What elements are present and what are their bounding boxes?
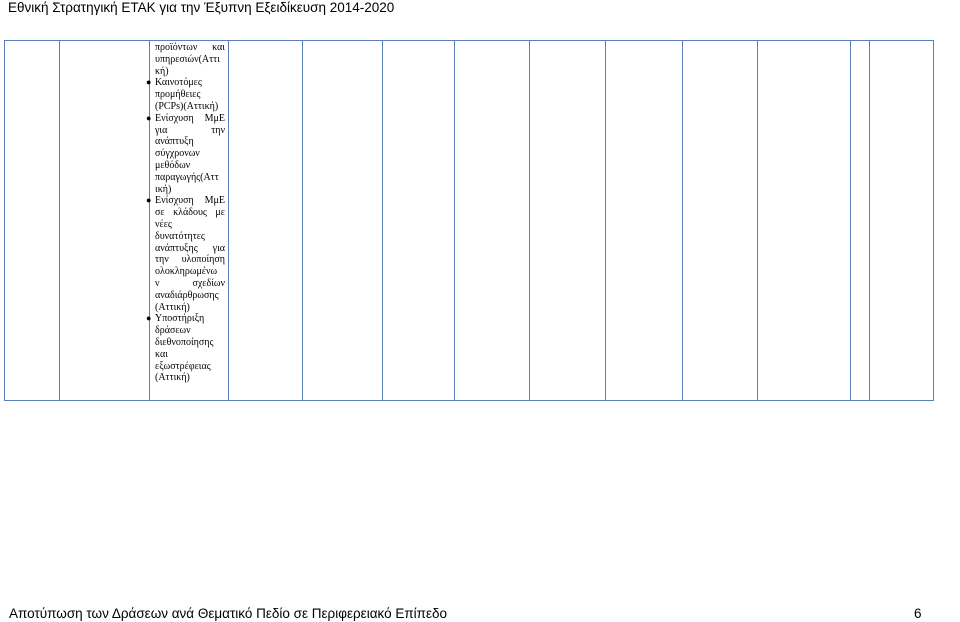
cell-text-line <box>155 101 225 113</box>
cell-line-text: προμήθειες <box>155 89 201 101</box>
cell-text-line <box>155 361 225 373</box>
cell-text-line <box>155 219 225 231</box>
table-cell <box>229 41 303 401</box>
cell-line-text: ολοκληρωμένω <box>155 266 218 278</box>
table-cell <box>5 41 60 401</box>
cell-line-text: κή) <box>155 65 169 77</box>
cell-line-text: σύγχρονων <box>155 148 200 160</box>
cell-text-line <box>155 302 225 314</box>
table-cell <box>303 41 383 401</box>
cell-line-text: υπηρεσιών(Αττι <box>155 53 220 65</box>
cell-line-text: προϊόντων και <box>155 42 225 53</box>
table-cell <box>683 41 758 401</box>
cell-text-line <box>155 243 225 255</box>
page-header-title: Εθνική Στρατηγική ΕΤΑΚ για την Έξυπνη Εξειδίκευση 2014-2020 <box>8 0 395 15</box>
cell-line-text: ανάπτυξη <box>155 136 194 148</box>
cell-text-line <box>155 125 225 137</box>
cell-text-line <box>155 148 225 160</box>
cell-text-line <box>155 89 225 101</box>
cell-text-line <box>155 66 225 78</box>
bullet-list-item-line <box>146 112 225 125</box>
page-number: 6 <box>914 606 922 621</box>
cell-text-line <box>155 325 225 337</box>
table-cell <box>146 41 229 401</box>
cell-text-line <box>155 254 225 266</box>
cell-line-text: και <box>155 348 168 360</box>
table-cell <box>758 41 851 401</box>
cell-text-line <box>155 349 225 361</box>
cell-text-line <box>155 372 225 384</box>
cell-line-text: παραγωγής(Αττ <box>155 171 219 183</box>
cell-line-text: (PCPs)(Αττική) <box>155 100 219 112</box>
cell-line-text: Υποστήριξη <box>155 313 205 325</box>
cell-line-text: αναδιάρθρωσης <box>155 289 219 301</box>
cell-line-text: Καινοτόμες <box>155 77 202 89</box>
bullet-icon: ● <box>146 313 152 324</box>
bullet-list-item-line <box>146 313 225 325</box>
cell-line-text: την υλοποίηση <box>155 254 225 266</box>
cell-text-line <box>155 266 225 278</box>
cell-text-line <box>155 54 225 66</box>
page-footer-text: Αποτύπωση των Δράσεων ανά Θεματικό Πεδίο σε Περιφερειακό Επίπεδο <box>9 606 448 621</box>
table-cell <box>870 41 934 401</box>
cell-line-text: διεθνοποίησης <box>155 336 214 348</box>
table-cell <box>530 41 606 401</box>
bullet-list-item-line <box>146 77 225 89</box>
cell-line-text: (Αττική) <box>155 372 190 384</box>
table-cell <box>606 41 683 401</box>
table-cell <box>60 41 150 401</box>
cell-line-text: για την <box>155 124 225 136</box>
actions-table <box>4 40 934 401</box>
cell-text-line <box>155 172 225 184</box>
cell-line-text: Ενίσχυση ΜμΕ <box>155 112 225 124</box>
cell-line-text: νέες <box>155 218 172 230</box>
cell-text-line <box>155 184 225 196</box>
cell-line-text: δράσεων <box>155 325 191 337</box>
cell-line-text: Ενίσχυση ΜμΕ <box>155 195 225 207</box>
cell-text-line <box>155 231 225 243</box>
cell-line-text: εξωστρέφειας <box>155 360 211 372</box>
cell-text-line <box>155 337 225 349</box>
bullet-icon: ● <box>146 77 152 88</box>
cell-text-block <box>146 42 225 384</box>
cell-line-text: σε κλάδους με <box>155 207 225 219</box>
cell-line-text: ανάπτυξης για <box>155 242 225 254</box>
cell-text-line <box>155 278 225 290</box>
cell-line-text: (Αττική) <box>155 301 190 313</box>
cell-line-text: ν σχεδίων <box>155 277 225 289</box>
cell-text-line <box>155 136 225 148</box>
cell-line-text: ική) <box>155 183 172 195</box>
table-cell <box>383 41 455 401</box>
cell-line-text: δυνατότητες <box>155 230 205 242</box>
cell-text-line <box>155 290 225 302</box>
table-row <box>5 41 934 401</box>
bullet-icon: ● <box>146 195 152 206</box>
cell-text-line <box>155 160 225 172</box>
table-cell <box>851 41 870 401</box>
table-cell <box>455 41 530 401</box>
bullet-icon: ● <box>146 112 152 123</box>
cell-line-text: μεθόδων <box>155 159 191 171</box>
cell-text-line <box>155 42 225 54</box>
bullet-list-item-line <box>146 195 225 207</box>
cell-text-line <box>155 207 225 219</box>
